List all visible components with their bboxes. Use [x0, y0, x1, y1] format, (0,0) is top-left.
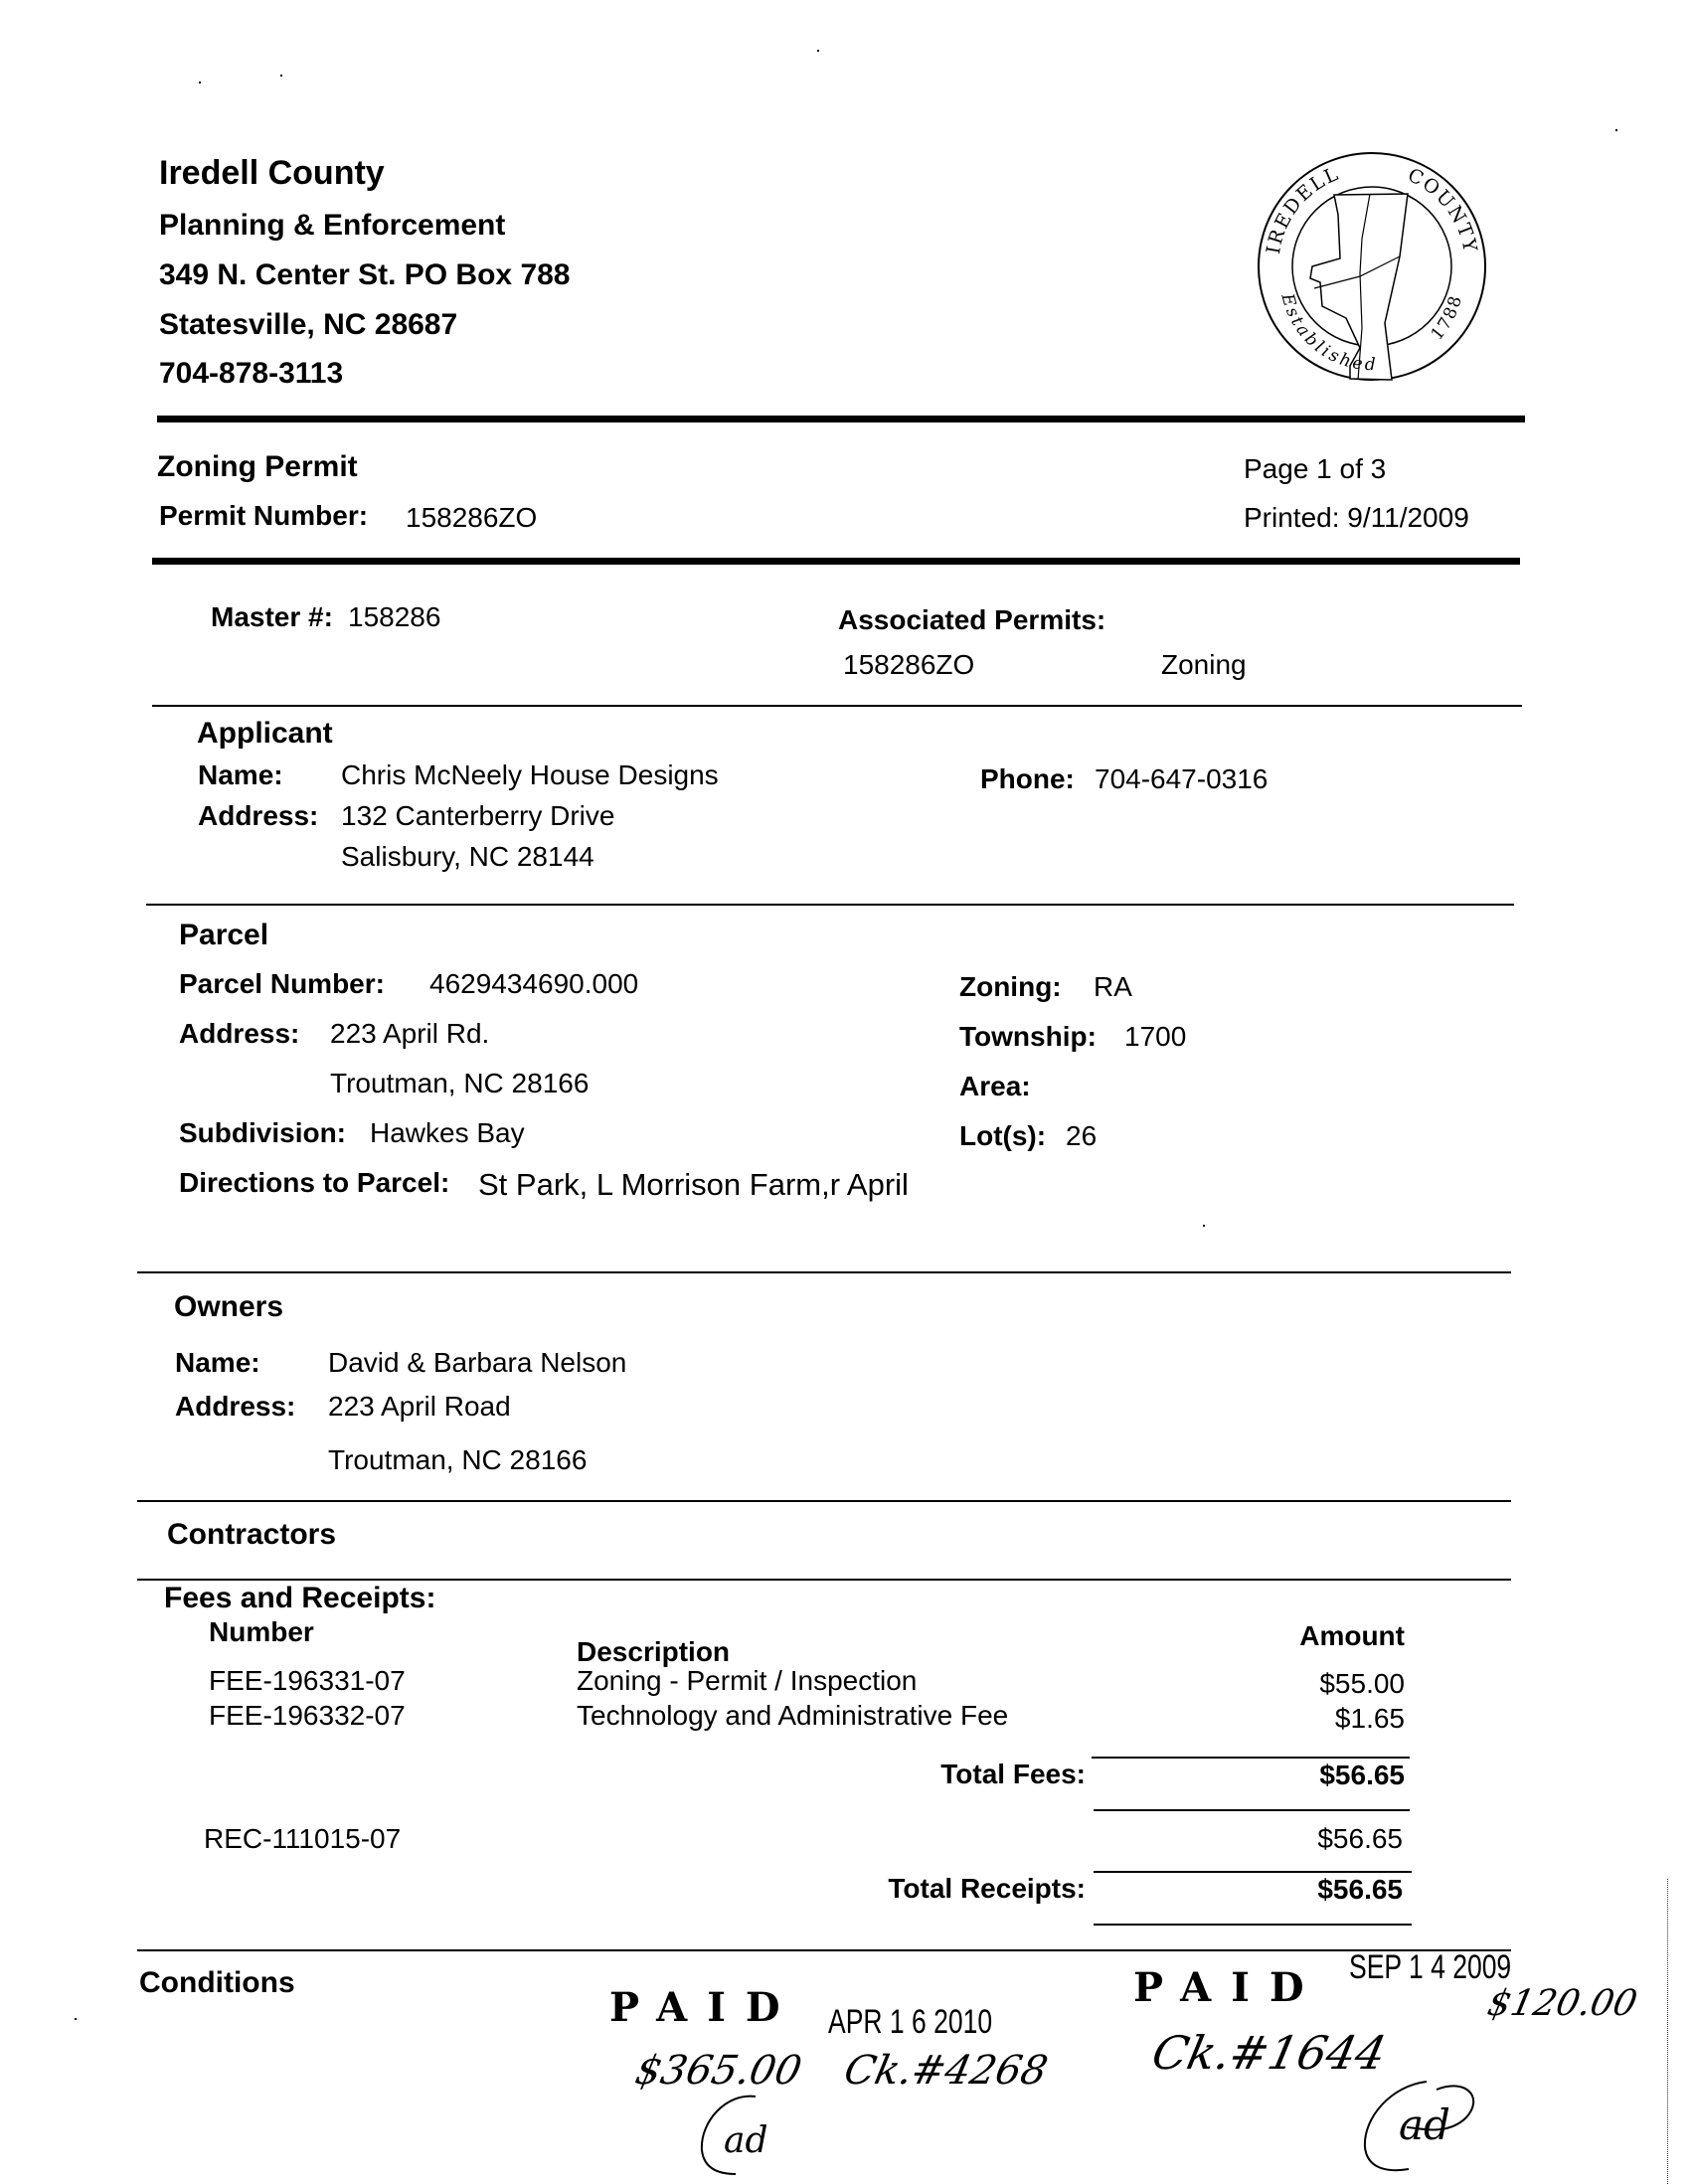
lots-label: Lot(s): — [959, 1120, 1047, 1151]
owner-address-label: Address: — [175, 1391, 296, 1422]
owners-heading: Owners — [174, 1290, 284, 1323]
scan-speck — [199, 82, 201, 84]
applicant-address-line1: 132 Canterberry Drive — [341, 800, 615, 831]
associated-permit-type: Zoning — [1161, 649, 1247, 680]
total-receipts-rule — [1094, 1924, 1412, 1926]
owner-address-line1: 223 April Road — [328, 1391, 511, 1422]
initials-circle-icon — [1357, 2068, 1486, 2177]
handwritten-amount: $120.00 — [1483, 1983, 1641, 2024]
parcel-address-line1: 223 April Rd. — [330, 1018, 490, 1049]
section-divider — [152, 705, 1522, 707]
scan-edge-line — [1667, 1879, 1668, 2184]
printed-date: Printed: 9/11/2009 — [1244, 502, 1469, 533]
total-fees-label: Total Fees: — [940, 1759, 1086, 1789]
total-receipts-label: Total Receipts: — [888, 1873, 1086, 1904]
receipt-rule — [1094, 1871, 1412, 1873]
parcel-address-line2: Troutman, NC 28166 — [330, 1068, 590, 1098]
fees-col-description: Description — [577, 1636, 731, 1667]
applicant-address-line2: Salisbury, NC 28144 — [341, 841, 594, 872]
master-value: 158286 — [348, 601, 441, 632]
directions-label: Directions to Parcel: — [179, 1167, 450, 1198]
total-fees-value: $56.65 — [1319, 1760, 1405, 1790]
page-indicator: Page 1 of 3 — [1244, 453, 1387, 484]
svg-text:Established: Established — [1276, 291, 1379, 376]
subtotal-rule — [1092, 1757, 1410, 1759]
parcel-number-label: Parcel Number: — [179, 968, 385, 999]
handwritten-check-number: Ck.#4268 — [840, 2048, 1052, 2094]
paid-stamp-word: PAID — [609, 1984, 800, 2031]
fee-amount: $55.00 — [1319, 1668, 1405, 1699]
applicant-address-label: Address: — [198, 800, 319, 831]
paid-stamp-word: PAID — [1133, 1964, 1324, 2011]
township-value: 1700 — [1124, 1021, 1187, 1052]
subdivision-value: Hawkes Bay — [370, 1117, 525, 1148]
section-divider — [137, 1271, 1511, 1273]
city-state-zip: Statesville, NC 28687 — [159, 308, 458, 341]
township-label: Township: — [959, 1021, 1097, 1052]
county-seal-icon — [1251, 149, 1493, 384]
owner-name-label: Name: — [175, 1347, 260, 1378]
scan-speck — [1615, 129, 1617, 131]
parcel-number: 4629434690.000 — [429, 968, 639, 999]
scan-speck — [75, 2018, 77, 2020]
street-address: 349 N. Center St. PO Box 788 — [159, 258, 571, 291]
svg-text:ad: ad — [1399, 2100, 1450, 2149]
associated-permit-number: 158286ZO — [843, 649, 975, 680]
svg-text:1788: 1788 — [1427, 291, 1467, 345]
permit-number-label: Permit Number: — [159, 500, 369, 531]
lots-value: 26 — [1066, 1120, 1098, 1151]
paid-stamp-date: APR 1 6 2010 — [828, 2003, 993, 2041]
fee-description: Technology and Administrative Fee — [577, 1700, 1009, 1731]
seal-text-iredell: IREDELL — [1262, 162, 1343, 256]
permit-number-value: 158286ZO — [406, 502, 538, 533]
area-label: Area: — [959, 1071, 1031, 1101]
svg-text:COUNTY: COUNTY — [1404, 164, 1482, 255]
total-fees-rule — [1094, 1809, 1410, 1811]
handwritten-amount: $365.00 — [631, 2048, 806, 2094]
fees-heading: Fees and Receipts: — [164, 1582, 436, 1614]
applicant-heading: Applicant — [197, 717, 333, 750]
applicant-phone: 704-647-0316 — [1095, 763, 1269, 794]
associated-permits-label: Associated Permits: — [838, 604, 1106, 635]
paid-stamp-date: SEP 1 4 2009 — [1349, 1948, 1512, 1986]
fees-col-amount: Amount — [1299, 1620, 1405, 1651]
contractors-heading: Contractors — [167, 1518, 337, 1551]
fee-number: FEE-196332-07 — [209, 1700, 406, 1731]
scan-speck — [280, 75, 282, 77]
owner-address-line2: Troutman, NC 28166 — [328, 1444, 588, 1475]
zoning-value: RA — [1094, 971, 1132, 1002]
section-divider — [137, 1949, 1511, 1951]
total-receipts-value: $56.65 — [1317, 1874, 1403, 1905]
applicant-name-label: Name: — [198, 759, 283, 790]
scan-speck — [817, 50, 819, 52]
section-divider — [146, 904, 1514, 906]
parcel-address-label: Address: — [179, 1018, 300, 1049]
section-divider — [137, 1579, 1511, 1581]
conditions-heading: Conditions — [139, 1966, 295, 1999]
permit-divider — [152, 558, 1520, 565]
directions-value: St Park, L Morrison Farm,r April — [478, 1167, 909, 1202]
master-label: Master #: — [211, 601, 333, 632]
header-divider — [157, 416, 1525, 422]
subdivision-label: Subdivision: — [179, 1117, 346, 1148]
applicant-name: Chris McNeely House Designs — [341, 759, 719, 790]
initials-circle-icon — [696, 2093, 785, 2177]
receipt-number: REC-111015-07 — [204, 1823, 402, 1854]
svg-text:ad: ad — [724, 2120, 768, 2161]
section-divider — [137, 1500, 1511, 1502]
scan-speck — [1203, 1225, 1205, 1227]
fees-col-number: Number — [209, 1616, 314, 1647]
fee-amount: $1.65 — [1334, 1703, 1405, 1734]
handwritten-check-number: Ck.#1644 — [1147, 2026, 1392, 2080]
parcel-heading: Parcel — [179, 919, 269, 951]
applicant-phone-label: Phone: — [980, 763, 1075, 794]
department: Planning & Enforcement — [159, 209, 506, 242]
org-name: Iredell County — [159, 154, 385, 192]
receipt-amount: $56.65 — [1317, 1823, 1403, 1854]
permit-title: Zoning Permit — [157, 450, 358, 483]
zoning-label: Zoning: — [959, 971, 1062, 1002]
office-phone: 704-878-3113 — [159, 357, 344, 390]
owner-name: David & Barbara Nelson — [328, 1347, 627, 1378]
fee-description: Zoning - Permit / Inspection — [577, 1665, 918, 1696]
fee-number: FEE-196331-07 — [209, 1665, 406, 1696]
